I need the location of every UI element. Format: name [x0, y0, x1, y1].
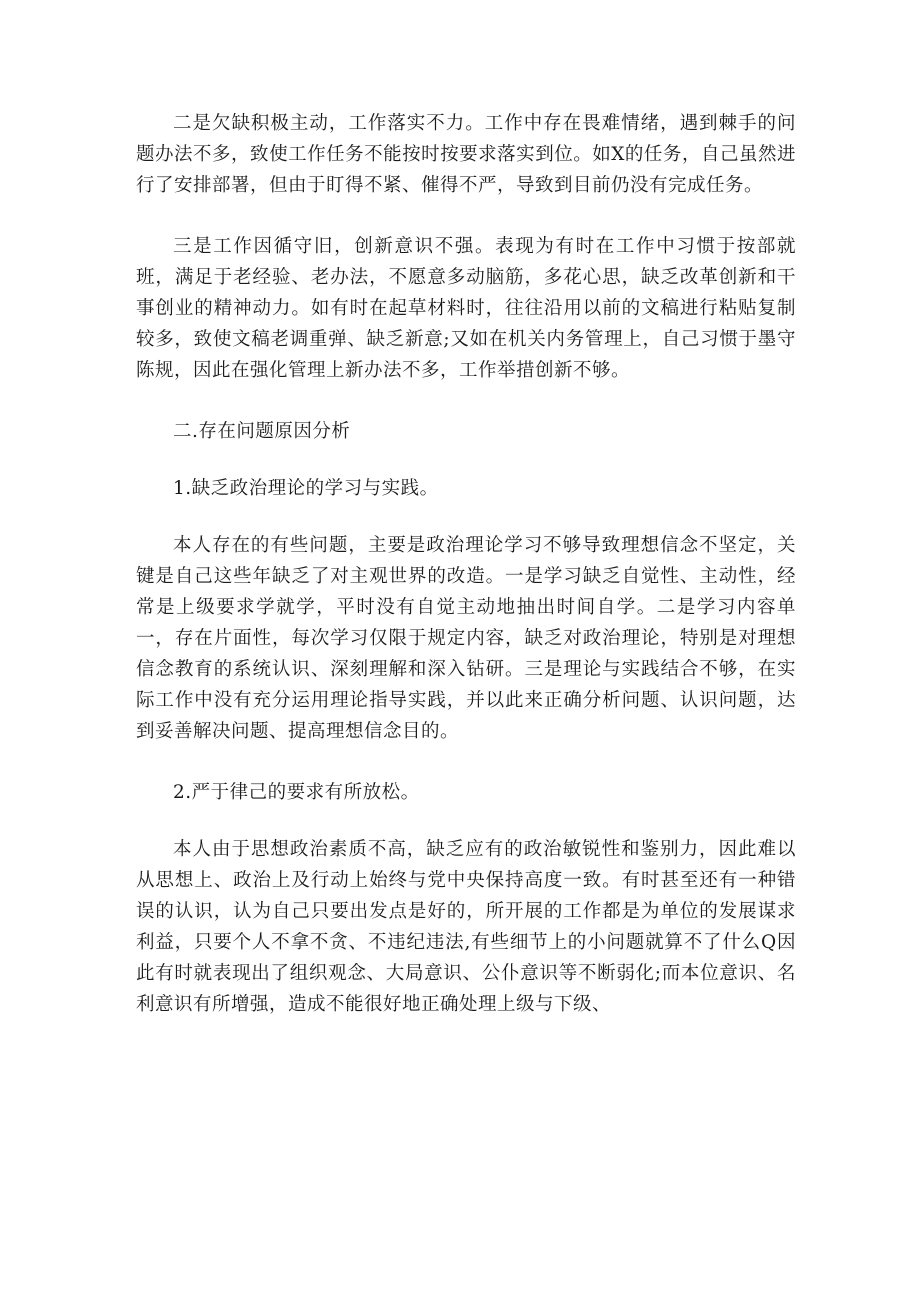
subheading-self-discipline: 2.严于律己的要求有所放松。	[173, 782, 420, 803]
section-heading-cause-analysis: 二.存在问题原因分析	[173, 421, 351, 442]
spacer	[136, 808, 796, 834]
paragraph-political-theory: 本人存在的有些问题，主要是政治理论学习不够导致理想信念不坚定，关键是自己这些年缺乏了对主观世界的改造。一是学习缺乏自觉性、主动性，经常是上级要求学就学，平时没有自觉主动地抽出时间自学。二是学习内容单一，存在片面性，每次学习仅限于规定内容，缺乏对政治理论，特别是对理想信念教育的系统认识、深刻理解和深入钻研。三是理论与实践结合不够，在实际工作中没有充分运用理论指导实践，并以此来正确分析问题、认识问题，达到妥善解决问题、提高理想信念目的。	[136, 535, 796, 742]
spacer	[136, 747, 796, 777]
paragraph-work-initiative: 二是欠缺积极主动，工作落实不力。工作中存在畏难情绪，遇到棘手的问题办法不多，致使工作任务不能按时按要求落实到位。如X的任务，自己虽然进行了安排部署，但由于盯得不紧、催得不严，导致到目前仍没有完成任务。	[136, 113, 796, 196]
document-page	[136, 108, 796, 1020]
paragraph-innovation: 三是工作因循守旧，创新意识不强。表现为有时在工作中习惯于按部就班，满足于老经验、老办法，不愿意多动脑筋，多花心思，缺乏改革创新和干事创业的精神动力。如有时在起草材料时，往往沿用以前的文稿进行粘贴复制较多，致使文稿老调重弹、缺乏新意;又如在机关内务管理上，自己习惯于墨守陈规，因此在强化管理上新办法不多，工作举措创新不够。	[136, 236, 796, 381]
spacer	[136, 504, 796, 530]
spacer	[136, 386, 796, 416]
subheading-political-theory: 1.缺乏政治理论的学习与实践。	[173, 478, 439, 499]
paragraph-self-discipline: 本人由于思想政治素质不高，缺乏应有的政治敏锐性和鉴别力，因此难以从思想上、政治上及行动上始终与党中央保持高度一致。有时甚至还有一种错误的认识，认为自己只要出发点是好的，所开展的工作都是为单位的发展谋求利益，只要个人不拿不贪、不违纪违法,有些细节上的小问题就算不了什么Q因此有时就表现出了组织观念、大局意识、公仆意识等不断弱化;而本位意识、名利意识有所增强，造成不能很好地正确处理上级与下级、	[136, 839, 796, 1015]
spacer	[136, 201, 796, 231]
spacer	[136, 447, 796, 473]
